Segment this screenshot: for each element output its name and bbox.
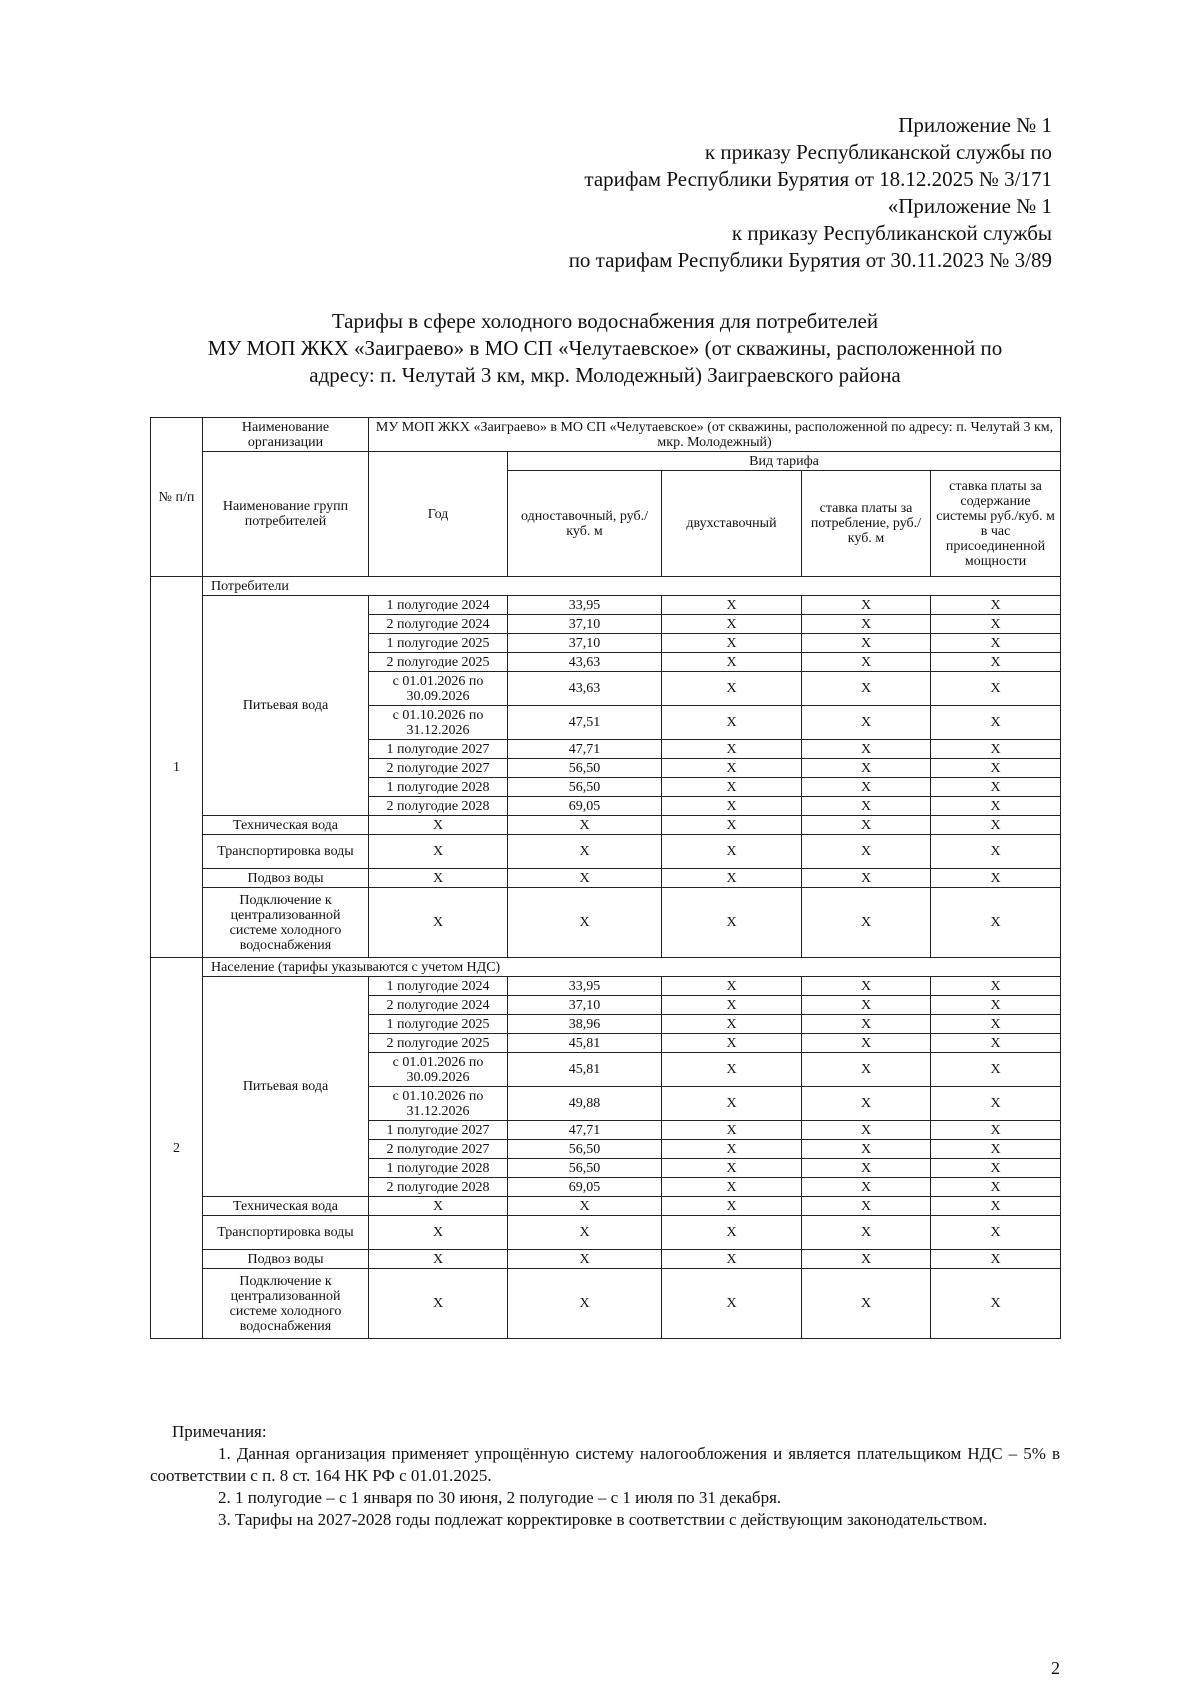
org-name-header: МУ МОП ЖКХ «Заиграево» в МО СП «Челутаевское» (от скважины, расположенной по адресу: п. Челутай 3 км, мкр. Молодежный) <box>369 418 1061 452</box>
maintenance-rate-cell: X <box>931 759 1061 778</box>
col-single-header: одноставочный, руб./ куб. м <box>508 471 662 577</box>
single-rate-cell: 69,05 <box>508 1178 662 1197</box>
two-rate-cell: X <box>662 778 802 797</box>
period-cell: X <box>369 1216 508 1250</box>
two-rate-cell: X <box>662 1087 802 1121</box>
col-two-header: двухставочный <box>662 471 802 577</box>
single-rate-cell: 37,10 <box>508 634 662 653</box>
period-cell: 1 полугодие 2025 <box>369 1015 508 1034</box>
period-cell: 2 полугодие 2028 <box>369 797 508 816</box>
tariff-kind-header: Вид тарифа <box>508 452 1061 471</box>
consumption-rate-cell: X <box>802 816 931 835</box>
period-cell: 2 полугодие 2025 <box>369 1034 508 1053</box>
maintenance-rate-cell: X <box>931 1197 1061 1216</box>
consumption-rate-cell: X <box>802 835 931 869</box>
single-rate-cell: 56,50 <box>508 1140 662 1159</box>
consumption-rate-cell: X <box>802 1250 931 1269</box>
header-line: к приказу Республиканской службы <box>731 221 1052 245</box>
period-cell: X <box>369 869 508 888</box>
two-rate-cell: X <box>662 615 802 634</box>
table-row <box>151 596 1061 615</box>
single-rate-cell: 33,95 <box>508 596 662 615</box>
maintenance-rate-cell: X <box>931 634 1061 653</box>
single-rate-cell: 45,81 <box>508 1053 662 1087</box>
consumption-rate-cell: X <box>802 653 931 672</box>
table-row <box>151 1197 1061 1216</box>
maintenance-rate-cell: X <box>931 1178 1061 1197</box>
single-rate-cell: 33,95 <box>508 977 662 996</box>
notes-section <box>150 1421 1060 1531</box>
single-rate-cell: 69,05 <box>508 797 662 816</box>
section-number: 1 <box>151 577 203 958</box>
consumption-rate-cell: X <box>802 1121 931 1140</box>
service-name-cell: Подвоз воды <box>203 869 369 888</box>
org-label-header: Наименование организации <box>203 418 369 452</box>
consumption-rate-cell: X <box>802 1159 931 1178</box>
maintenance-rate-cell: X <box>931 1087 1061 1121</box>
note-item: 2. 1 полугодие – с 1 января по 30 июня, 2 полугодие – с 1 июля по 31 декабря. <box>218 1488 782 1507</box>
table-row <box>151 888 1061 958</box>
consumption-rate-cell: X <box>802 1140 931 1159</box>
period-cell: 2 полугодие 2028 <box>369 1178 508 1197</box>
consumption-rate-cell: X <box>802 778 931 797</box>
consumption-rate-cell: X <box>802 615 931 634</box>
header-line: по тарифам Республики Бурятия от 30.11.2023 № 3/89 <box>568 248 1052 272</box>
drinking-water-label: Питьевая вода <box>203 596 369 816</box>
period-cell: 1 полугодие 2027 <box>369 1121 508 1140</box>
two-rate-cell: X <box>662 797 802 816</box>
single-rate-cell: X <box>508 869 662 888</box>
maintenance-rate-cell: X <box>931 1250 1061 1269</box>
maintenance-rate-cell: X <box>931 1269 1061 1339</box>
maintenance-rate-cell: X <box>931 1216 1061 1250</box>
service-name-cell: Подключение к централизованной системе холодного водоснабжения <box>203 1269 369 1339</box>
note-item: 1. Данная организация применяет упрощённую систему налогообложения и является плательщиком НДС – 5% в соответствии с п. 8 ст. 164 НК РФ с 01.01.2025. <box>150 1444 1060 1485</box>
consumption-rate-cell: X <box>802 759 931 778</box>
maintenance-rate-cell: X <box>931 888 1061 958</box>
period-cell: 1 полугодие 2024 <box>369 977 508 996</box>
two-rate-cell: X <box>662 672 802 706</box>
single-rate-cell: X <box>508 1250 662 1269</box>
maintenance-rate-cell: X <box>931 778 1061 797</box>
maintenance-rate-cell: X <box>931 1140 1061 1159</box>
period-cell: X <box>369 888 508 958</box>
service-name-cell: Транспортировка воды <box>203 1216 369 1250</box>
table-row <box>151 869 1061 888</box>
table-row <box>151 816 1061 835</box>
two-rate-cell: X <box>662 835 802 869</box>
single-rate-cell: 47,71 <box>508 1121 662 1140</box>
single-rate-cell: 43,63 <box>508 653 662 672</box>
single-rate-cell: X <box>508 1216 662 1250</box>
two-rate-cell: X <box>662 869 802 888</box>
consumption-rate-cell: X <box>802 1216 931 1250</box>
period-cell: 2 полугодие 2027 <box>369 759 508 778</box>
title-line: МУ МОП ЖКХ «Заиграево» в МО СП «Челутаевское» (от скважины, расположенной по <box>207 336 1003 360</box>
two-rate-cell: X <box>662 996 802 1015</box>
consumption-rate-cell: X <box>802 1034 931 1053</box>
consumption-rate-cell: X <box>802 1197 931 1216</box>
table-row <box>151 977 1061 996</box>
single-rate-cell: X <box>508 835 662 869</box>
two-rate-cell: X <box>662 1197 802 1216</box>
two-rate-cell: X <box>662 977 802 996</box>
period-cell: с 01.10.2026 по 31.12.2026 <box>369 706 508 740</box>
notes-heading: Примечания: <box>172 1422 267 1441</box>
two-rate-cell: X <box>662 653 802 672</box>
consumption-rate-cell: X <box>802 706 931 740</box>
section-title-row <box>151 958 1061 977</box>
single-rate-cell: 43,63 <box>508 672 662 706</box>
maintenance-rate-cell: X <box>931 596 1061 615</box>
tariff-table-body <box>151 418 1061 1339</box>
maintenance-rate-cell: X <box>931 835 1061 869</box>
single-rate-cell: 37,10 <box>508 996 662 1015</box>
maintenance-rate-cell: X <box>931 740 1061 759</box>
maintenance-rate-cell: X <box>931 1159 1061 1178</box>
consumption-rate-cell: X <box>802 672 931 706</box>
consumption-rate-cell: X <box>802 888 931 958</box>
note-item: 3. Тарифы на 2027-2028 годы подлежат корректировке в соответствии с действующим законодательством. <box>218 1510 988 1529</box>
single-rate-cell: 45,81 <box>508 1034 662 1053</box>
consumption-rate-cell: X <box>802 634 931 653</box>
two-rate-cell: X <box>662 1250 802 1269</box>
maintenance-rate-cell: X <box>931 816 1061 835</box>
tariff-table <box>150 417 1061 1339</box>
maintenance-rate-cell: X <box>931 1121 1061 1140</box>
consumption-rate-cell: X <box>802 1178 931 1197</box>
two-rate-cell: X <box>662 1015 802 1034</box>
col-maintenance-header: ставка платы за содержание системы руб./куб. м в час присоединенной мощности <box>931 471 1061 577</box>
consumption-rate-cell: X <box>802 1269 931 1339</box>
group-label-header: Наименование групп потребителей <box>203 452 369 577</box>
consumption-rate-cell: X <box>802 596 931 615</box>
two-rate-cell: X <box>662 1216 802 1250</box>
period-cell: 1 полугодие 2028 <box>369 1159 508 1178</box>
consumption-rate-cell: X <box>802 797 931 816</box>
two-rate-cell: X <box>662 1140 802 1159</box>
maintenance-rate-cell: X <box>931 653 1061 672</box>
single-rate-cell: 37,10 <box>508 615 662 634</box>
consumption-rate-cell: X <box>802 977 931 996</box>
header-line: к приказу Республиканской службы по <box>704 140 1052 164</box>
two-rate-cell: X <box>662 1159 802 1178</box>
consumption-rate-cell: X <box>802 1053 931 1087</box>
two-rate-cell: X <box>662 740 802 759</box>
maintenance-rate-cell: X <box>931 996 1061 1015</box>
single-rate-cell: 38,96 <box>508 1015 662 1034</box>
period-cell: X <box>369 1197 508 1216</box>
maintenance-rate-cell: X <box>931 797 1061 816</box>
table-row <box>151 835 1061 869</box>
maintenance-rate-cell: X <box>931 869 1061 888</box>
consumption-rate-cell: X <box>802 869 931 888</box>
period-cell: с 01.10.2026 по 31.12.2026 <box>369 1087 508 1121</box>
single-rate-cell: X <box>508 1197 662 1216</box>
service-name-cell: Подвоз воды <box>203 1250 369 1269</box>
period-cell: 1 полугодие 2024 <box>369 596 508 615</box>
maintenance-rate-cell: X <box>931 615 1061 634</box>
period-cell: 2 полугодие 2024 <box>369 615 508 634</box>
period-cell: 1 полугодие 2027 <box>369 740 508 759</box>
document-title <box>150 308 1060 389</box>
period-cell: 2 полугодие 2027 <box>369 1140 508 1159</box>
period-cell: 2 полугодие 2024 <box>369 996 508 1015</box>
drinking-water-label: Питьевая вода <box>203 977 369 1197</box>
service-name-cell: Техническая вода <box>203 1197 369 1216</box>
two-rate-cell: X <box>662 1178 802 1197</box>
two-rate-cell: X <box>662 596 802 615</box>
single-rate-cell: 56,50 <box>508 778 662 797</box>
maintenance-rate-cell: X <box>931 1053 1061 1087</box>
two-rate-cell: X <box>662 1034 802 1053</box>
single-rate-cell: X <box>508 816 662 835</box>
header-row-org <box>151 418 1061 452</box>
header-row-kind <box>151 452 1061 471</box>
maintenance-rate-cell: X <box>931 1034 1061 1053</box>
period-cell: X <box>369 1250 508 1269</box>
header-line: тарифам Республики Бурятия от 18.12.2025 № 3/171 <box>584 167 1052 191</box>
document-header <box>569 112 1052 274</box>
two-rate-cell: X <box>662 759 802 778</box>
section-title: Потребители <box>203 577 1061 596</box>
section-number: 2 <box>151 958 203 1339</box>
single-rate-cell: 47,51 <box>508 706 662 740</box>
col-num-header: № п/п <box>151 418 203 577</box>
consumption-rate-cell: X <box>802 740 931 759</box>
period-cell: с 01.01.2026 по 30.09.2026 <box>369 1053 508 1087</box>
period-cell: с 01.01.2026 по 30.09.2026 <box>369 672 508 706</box>
service-name-cell: Подключение к централизованной системе холодного водоснабжения <box>203 888 369 958</box>
header-line: Приложение № 1 <box>898 113 1052 137</box>
consumption-rate-cell: X <box>802 996 931 1015</box>
period-cell: X <box>369 816 508 835</box>
year-label-header: Год <box>369 452 508 577</box>
consumption-rate-cell: X <box>802 1087 931 1121</box>
single-rate-cell: 56,50 <box>508 1159 662 1178</box>
period-cell: 1 полугодие 2028 <box>369 778 508 797</box>
two-rate-cell: X <box>662 1121 802 1140</box>
maintenance-rate-cell: X <box>931 977 1061 996</box>
section-title-row <box>151 577 1061 596</box>
single-rate-cell: 49,88 <box>508 1087 662 1121</box>
section-title: Население (тарифы указываются с учетом НДС) <box>203 958 1061 977</box>
single-rate-cell: 56,50 <box>508 759 662 778</box>
two-rate-cell: X <box>662 1269 802 1339</box>
single-rate-cell: X <box>508 1269 662 1339</box>
period-cell: X <box>369 1269 508 1339</box>
single-rate-cell: 47,71 <box>508 740 662 759</box>
period-cell: 1 полугодие 2025 <box>369 634 508 653</box>
title-line: Тарифы в сфере холодного водоснабжения для потребителей <box>331 309 879 333</box>
header-line: «Приложение № 1 <box>887 194 1052 218</box>
table-row <box>151 1269 1061 1339</box>
two-rate-cell: X <box>662 1053 802 1087</box>
service-name-cell: Техническая вода <box>203 816 369 835</box>
page-number: 2 <box>1051 1658 1060 1678</box>
table-row <box>151 1250 1061 1269</box>
title-line: адресу: п. Челутай 3 км, мкр. Молодежный) Заиграевского района <box>309 363 901 387</box>
two-rate-cell: X <box>662 888 802 958</box>
maintenance-rate-cell: X <box>931 672 1061 706</box>
service-name-cell: Транспортировка воды <box>203 835 369 869</box>
two-rate-cell: X <box>662 816 802 835</box>
two-rate-cell: X <box>662 634 802 653</box>
maintenance-rate-cell: X <box>931 1015 1061 1034</box>
two-rate-cell: X <box>662 706 802 740</box>
period-cell: X <box>369 835 508 869</box>
consumption-rate-cell: X <box>802 1015 931 1034</box>
maintenance-rate-cell: X <box>931 706 1061 740</box>
period-cell: 2 полугодие 2025 <box>369 653 508 672</box>
single-rate-cell: X <box>508 888 662 958</box>
tariff-table-container <box>150 417 1060 1339</box>
table-row <box>151 1216 1061 1250</box>
col-consumption-header: ставка платы за потребление, руб./ куб. м <box>802 471 931 577</box>
